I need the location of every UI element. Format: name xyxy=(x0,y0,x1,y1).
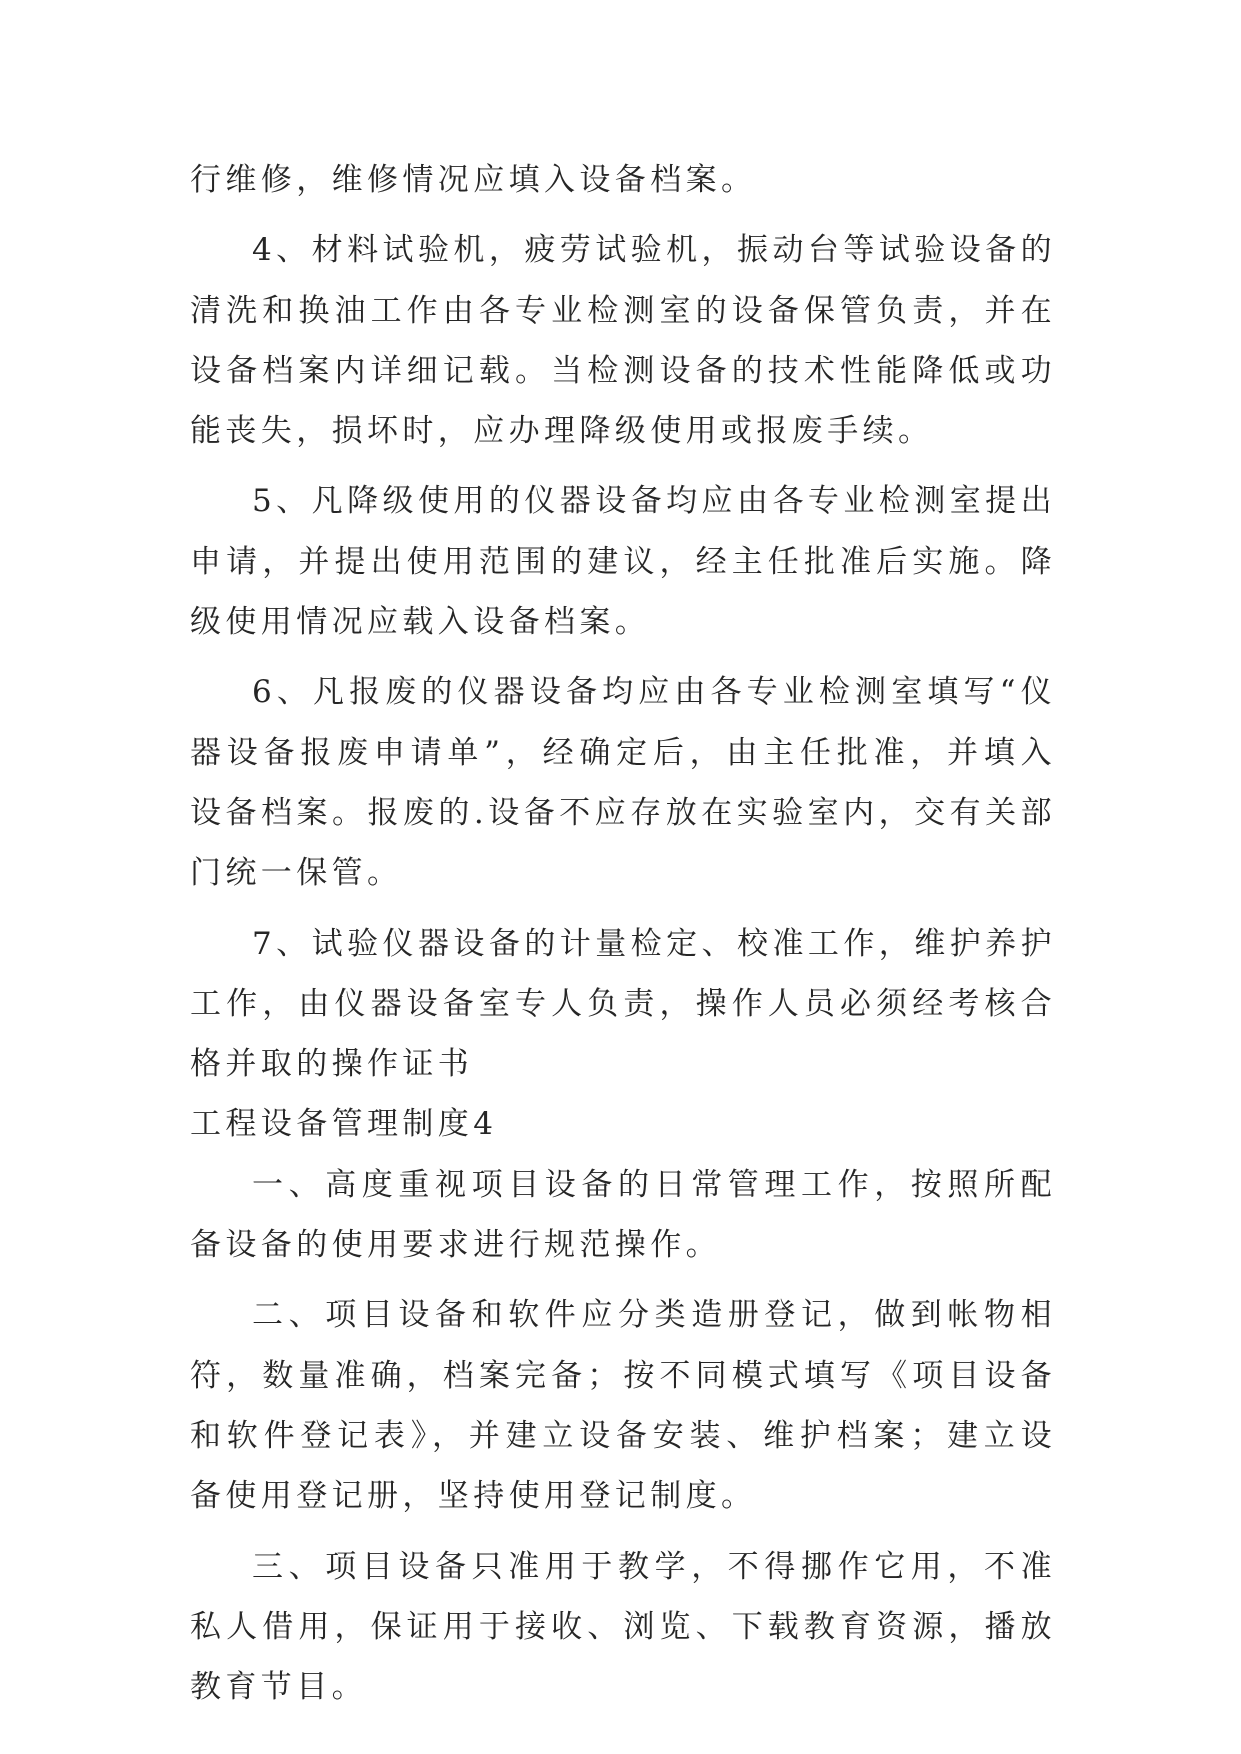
paragraph-item-7: 7、试验仪器设备的计量检定、校准工作，维护养护工作，由仪器设备室专人负责，操作人员必须经考核合格并取的操作证书 xyxy=(190,925,1056,1083)
section-heading: 工程设备管理制度4 xyxy=(190,1106,498,1143)
document-body xyxy=(190,150,1056,1717)
paragraph-item-6: 6、凡报废的仪器设备均应由各专业检测室填写“仪器设备报废申请单”，经确定后，由主任批准，并填入设备档案。报废的.设备不应存放在实验室内，交有关部门统一保管。 xyxy=(190,674,1056,892)
paragraph-continuation: 行维修，维修情况应填入设备档案。 xyxy=(190,162,757,198)
paragraph-section-1: 一、高度重视项目设备的日常管理工作，按照所配备设备的使用要求进行规范操作。 xyxy=(190,1166,1056,1264)
paragraph-section-2: 二、项目设备和软件应分类造册登记，做到帐物相符，数量准确，档案完备；按不同模式填写《项目设备和软件登记表》，并建立设备安装、维护档案；建立设备使用登记册，坚持使用登记制度。 xyxy=(190,1297,1056,1515)
paragraph-item-4: 4、材料试验机，疲劳试验机，振动台等试验设备的清洗和换油工作由各专业检测室的设备保管负责，并在设备档案内详细记载。当检测设备的技术性能降低或功能丧失，损坏时，应办理降级使用或报废手续。 xyxy=(190,232,1056,450)
paragraph-section-3: 三、项目设备只准用于教学，不得挪作它用，不准私人借用，保证用于接收、浏览、下载教育资源，播放教育节目。 xyxy=(190,1548,1056,1706)
paragraph-item-5: 5、凡降级使用的仪器设备均应由各专业检测室提出申请，并提出使用范围的建议，经主任批准后实施。降级使用情况应载入设备档案。 xyxy=(190,483,1056,641)
